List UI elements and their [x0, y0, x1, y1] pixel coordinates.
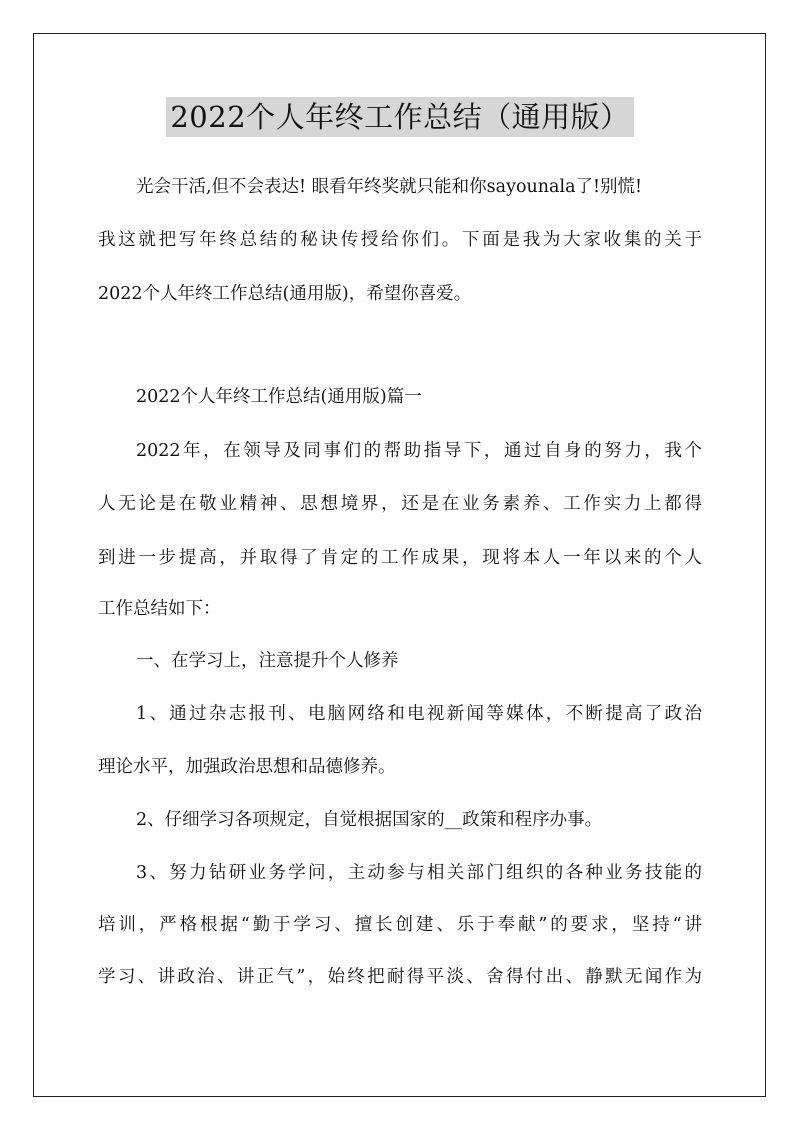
paragraph-line: 光会干活,但不会表达! 眼看年终奖就只能和你sayounala了!别慌! — [136, 177, 643, 197]
subsection-heading: 一、在学习上，注意提升个人修养 — [136, 651, 399, 671]
paragraph-line: 学习、讲政治、讲正气”，始终把耐得平淡、舍得付出、静默无闻作为 — [98, 967, 702, 987]
document-title: 2022个人年终工作总结（通用版） — [166, 97, 633, 137]
section-heading: 2022个人年终工作总结(通用版)篇一 — [136, 387, 422, 407]
paragraph-line: 2、仔细学习各项规定，自觉根据国家的__政策和程序办事。 — [136, 810, 603, 830]
paragraph-line: 2022年，在领导及同事们的帮助指导下，通过自身的努力，我个 — [136, 441, 702, 461]
paragraph-line: 2022个人年终工作总结(通用版)，希望你喜爱。 — [98, 284, 472, 304]
paragraph-line: 人无论是在敬业精神、思想境界，还是在业务素养、工作实力上都得 — [98, 494, 702, 514]
paragraph-line: 3、努力钻研业务学问，主动参与相关部门组织的各种业务技能的 — [136, 863, 702, 883]
paragraph-line: 理论水平，加强政治思想和品德修养。 — [98, 757, 396, 777]
paragraph-line: 到进一步提高，并取得了肯定的工作成果，现将本人一年以来的个人 — [98, 548, 702, 568]
title-container — [0, 97, 800, 137]
paragraph-line: 我这就把写年终总结的秘诀传授给你们。下面是我为大家收集的关于 — [98, 230, 702, 250]
paragraph-line: 1、通过杂志报刊、电脑网络和电视新闻等媒体，不断提高了政治 — [136, 704, 702, 724]
paragraph-line: 工作总结如下： — [98, 599, 221, 619]
paragraph-line: 培训，严格根据“勤于学习、擅长创建、乐于奉献”的要求，坚持“讲 — [98, 915, 702, 935]
